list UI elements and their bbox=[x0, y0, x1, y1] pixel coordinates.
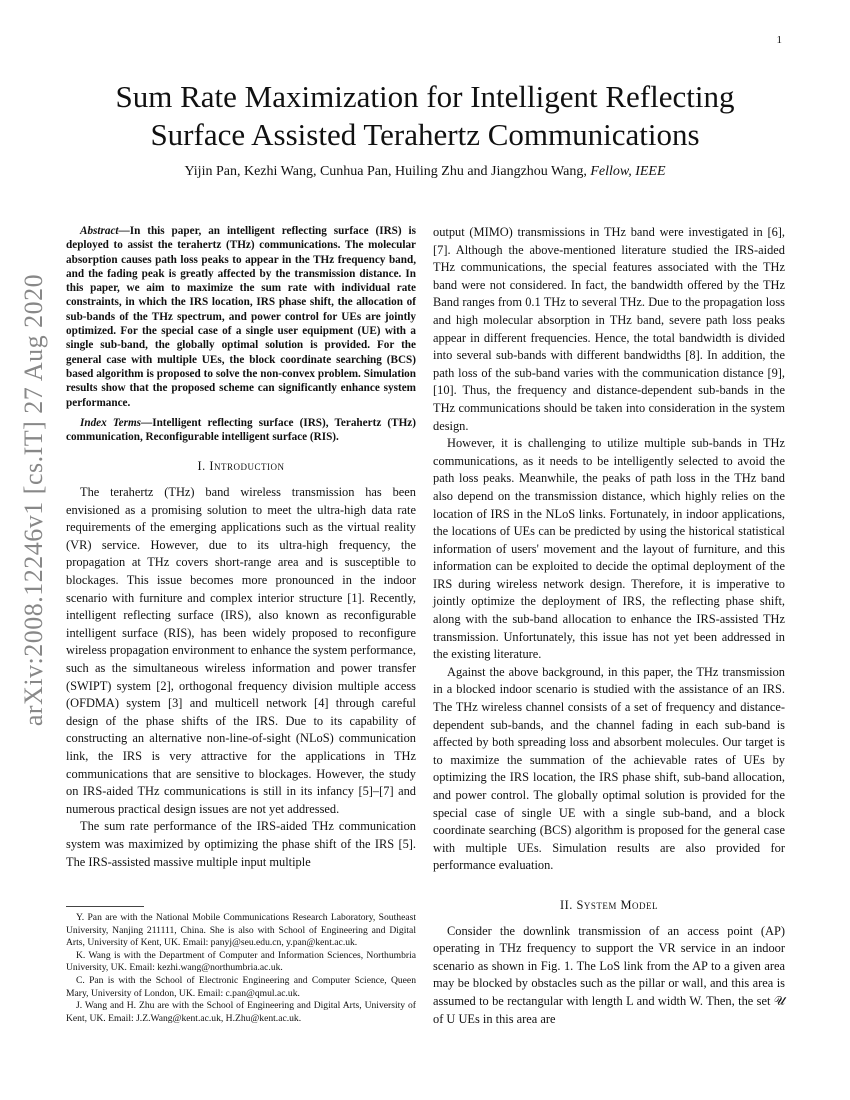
section2-title: System Model bbox=[576, 897, 658, 912]
title-line-2: Surface Assisted Terahertz Communications bbox=[150, 117, 700, 152]
footnote-4: J. Wang and H. Zhu are with the School of Engineering and Digital Arts, University of Kent, UK. Email: J.Z.Wang@kent.ac.uk, H.Zhu@kent.ac.uk. bbox=[66, 1000, 416, 1024]
index-terms-text: —Intelligent reflecting surface (IRS), Terahertz (THz) communication, Reconfigurable intelligent surface (RIS). bbox=[66, 416, 416, 444]
authors-names: Yijin Pan, Kezhi Wang, Cunhua Pan, Huiling Zhu and Jiangzhou Wang, bbox=[184, 164, 587, 179]
index-terms-label: Index Terms bbox=[80, 416, 142, 429]
paper-title bbox=[60, 78, 790, 154]
intro-paragraph-2: The sum rate performance of the IRS-aided THz communication system was maximized by optimizing the phase shift of the IRS [5]. The IRS-assisted massive multiple input multiple bbox=[66, 819, 416, 869]
section-heading-introduction bbox=[66, 458, 416, 476]
footnotes bbox=[66, 912, 416, 1025]
left-column bbox=[66, 224, 416, 871]
intro-paragraph-5: Against the above background, in this paper, the THz transmission in a blocked indoor scenario is studied with the assistance of an IRS. The THz wireless channel consists of a set of frequency and distance-dependent sub-bands, and the channel fading in each sub-band is affected by both spreading loss and absorbent molecules. Our target is to maximize the summation of the achievable rates of UEs by optimizing the IRS location, the IRS phase shift, sub-band allocation, and power control. The globally optimal solution is provided for the special case of single UE with a single sub-band, and a block coordinate searching (BCS) algorithm is proposed for the general case with multiple UEs. Simulation results are also provided for performance evaluation. bbox=[433, 664, 785, 873]
right-column bbox=[433, 224, 785, 1028]
index-terms bbox=[66, 416, 416, 445]
page-number: 1 bbox=[776, 34, 782, 46]
abstract-label: Abstract bbox=[80, 225, 119, 237]
arxiv-sidebar bbox=[10, 273, 58, 727]
intro-paragraph-3: output (MIMO) transmissions in THz band were investigated in [6], [7]. Although the above-mentioned literature studied the IRS-aided THz communications, the special features associated with the THz band were not considered. In fact, the bandwidth offered by the THz Band ranges from 0.1 THz to several THz. Due to the propagation loss and high molecular absorption in THz band, severe path loss peaks appear in different frequencies. Hence, the total bandwidth is divided into several sub-bands with different bandwidths [8]. In addition, the path loss of the sub-band varies with the communication distance [9], [10]. Thus, the frequency and distance-dependent sub-bands in the THz communications should be taken into consideration in the system design. bbox=[433, 225, 785, 433]
intro-paragraph-4: However, it is challenging to utilize multiple sub-bands in THz communications, as it needs to be intelligently selected to avoid the path loss peaks. Meanwhile, the peaks of path loss in the THz band also depend on the transmission distance, which highly relies on the location of IRS in the NLoS links. Fortunately, in indoor applications, the locations of UEs can be predicted by using the historical statistical information of users' movement and the layout of furniture, and this information can be exploited to decide the optimal deployment of the IRS during wireless network design. Therefore, it is imperative to jointly optimize the deployment of IRS, the reflecting phase shift, along with the sub-band allocation to enhance the IRS-assisted THz transmission. Unfortunately, this issue has not yet been addressed in the existing literature. bbox=[433, 436, 785, 662]
footnote-1: Y. Pan are with the National Mobile Communications Research Laboratory, Southeast University, Nanjing 211111, China. She is also with School of Engineering and Digital Arts, University of Kent, UK. Email: panyj@seu.edu.cn, y.pan@kent.ac.uk. bbox=[66, 912, 416, 949]
footnote-2: K. Wang is with the Department of Computer and Information Sciences, Northumbria University, UK. Email: kezhi.wang@northumbria.ac.uk. bbox=[66, 949, 416, 974]
abstract bbox=[66, 224, 416, 410]
section1-title: Introduction bbox=[209, 459, 285, 474]
author-list bbox=[60, 164, 790, 180]
section-heading-system-model bbox=[433, 897, 785, 915]
intro-paragraph-1: The terahertz (THz) band wireless transmission has been envisioned as a promising solution to meet the ultra-high data rate requirements of the emerging applications such as the virtual reality (VR) service. However, due to its ultra-high frequency, the propagation at THz covers short-range area and is susceptible to blockages. This issue becomes more pronounced in the indoor scenario with furniture and complex interior structure [1]. Recently, intelligent reflecting surface (IRS), also known as reconfigurable intelligent surface (RIS), has been widely proposed to reconfigure wireless propagation environment to enhance the system performance, such as the simultaneous wireless information and power transfer (SWIPT) system [2], orthogonal frequency division multiple access (OFDMA) system [3] and multicell network [4] through careful design of the phase shifts of the IRS. Due to its capability of constructing an alternative non-line-of-sight (NLoS) communication link, the IRS is very attractive for the applications in THz communications that are sensitive to blockages. However, the study on IRS-aided THz communications is still in its infancy [5]–[7] and numerous practical design issues are not yet addressed. bbox=[66, 485, 416, 816]
system-model-paragraph-1: Consider the downlink transmission of an access point (AP) operating in THz frequency to support the VR service in an indoor scenario as shown in Fig. 1. The LoS link from the AP to a given area may be blocked by obstacles such as the pillar or wall, and this area is assumed to be rectangular with length L and width W. Then, the set 𝒰 of U UEs in this area are bbox=[433, 923, 785, 1026]
section2-number: II. bbox=[560, 897, 577, 912]
section1-number: I. bbox=[197, 459, 210, 474]
authors-suffix: Fellow, IEEE bbox=[590, 164, 666, 179]
footnote-3: C. Pan is with the School of Electronic Engineering and Computer Science, Queen Mary, University of London, UK. Email: c.pan@qmul.ac.uk. bbox=[66, 974, 416, 999]
footnote-rule bbox=[66, 906, 144, 907]
title-line-1: Sum Rate Maximization for Intelligent Reflecting bbox=[115, 79, 735, 114]
arxiv-identifier: arXiv:2008.12246v1 [cs.IT] 27 Aug 2020 bbox=[19, 273, 48, 727]
abstract-text: —In this paper, an intelligent reflecting surface (IRS) is deployed to assist the terahertz (THz) communications. The molecular absorption causes path loss peaks to appear in the THz frequency band, and the fading peak is greatly affected by the transmission distance. In this paper, we aim to maximize the sum rate with individual rate constraints, in which the IRS location, IRS phase shift, the allocation of sub-bands of the THz spectrum, and power control for UEs are jointly optimized. For the special case of a single user equipment (UE) with a single sub-band, the globally optimal solution is provided. For the general case with multiple UEs, the block coordinate searching (BCS) based algorithm is proposed to solve the non-convex problem. Simulation results show that the proposed scheme can significantly enhance system performance. bbox=[66, 225, 416, 409]
